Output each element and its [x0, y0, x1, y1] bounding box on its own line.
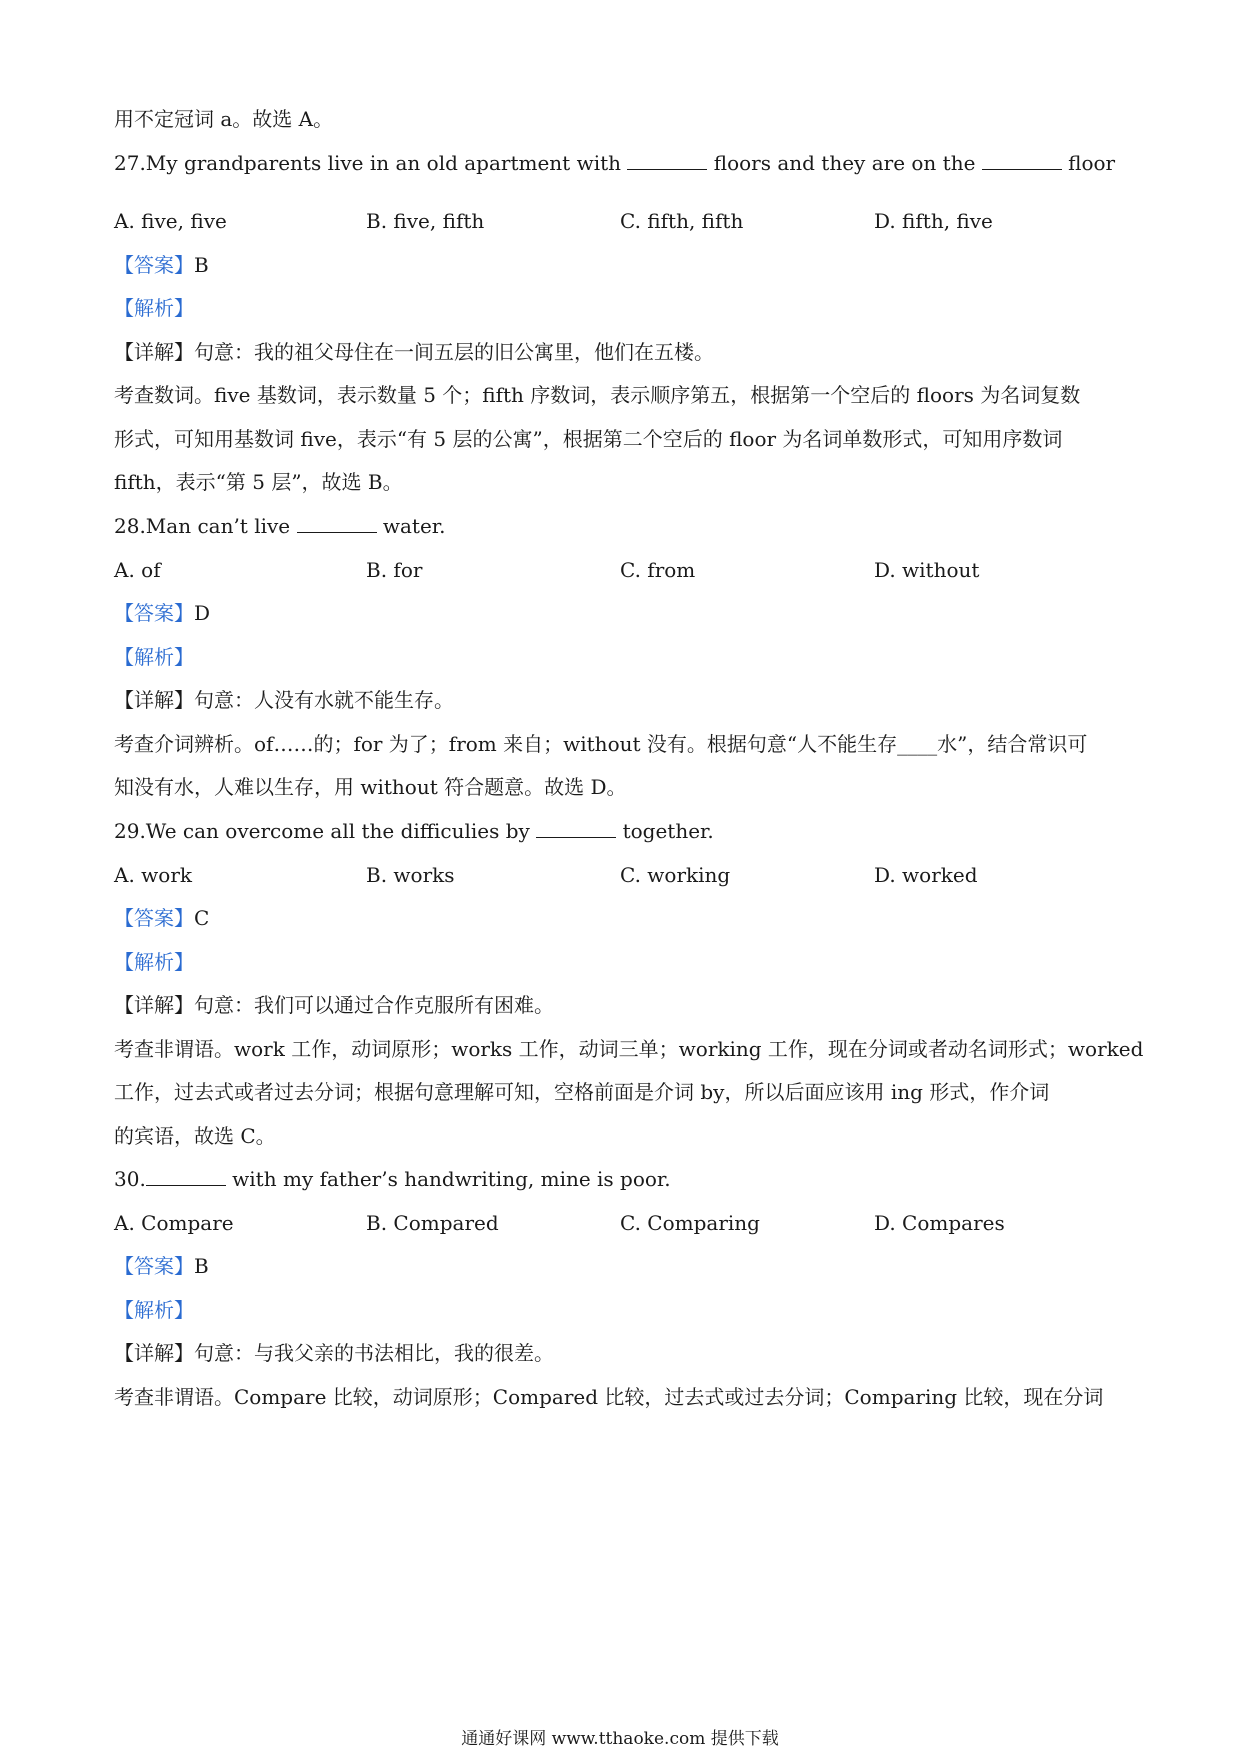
- answer-blank: [536, 819, 616, 838]
- question-30-explain-line: 考查非谓语。Compare 比较，动词原形；Compared 比较，过去式或过去分词；Comparing 比较，现在分词: [114, 1385, 1104, 1409]
- option-a: A. Compare: [114, 1211, 234, 1235]
- option-a: A. five, five: [114, 209, 227, 233]
- question-27-explain-line: fifth，表示“第 5 层”，故选 B。: [114, 470, 403, 494]
- option-d: D. worked: [874, 863, 978, 887]
- question-27-stem: [114, 150, 1134, 176]
- intro-line: 用不定冠词 a。故选 A。: [114, 107, 334, 131]
- question-29-stem: [114, 818, 1134, 844]
- stem-part: with my father’s handwriting, mine is poor.: [225, 1167, 671, 1191]
- stem-part: 27.My grandparents live in an old apartment with: [114, 151, 628, 175]
- question-29-explain-line: 考查非谓语。work 工作，动词原形；works 工作，动词三单；working 工作，现在分词或者动名词形式；worked: [114, 1037, 1144, 1061]
- question-29-options: [114, 862, 1134, 888]
- question-30-stem: [114, 1166, 1134, 1192]
- stem-part: 30.: [114, 1167, 146, 1191]
- stem-part: floor: [1061, 151, 1116, 175]
- detail-tag: 【详解】: [114, 993, 194, 1017]
- option-b: B. five, fifth: [366, 209, 485, 233]
- question-27-answer: [114, 252, 1134, 278]
- stem-part: 28.Man can’t live: [114, 514, 297, 538]
- question-29-answer: [114, 905, 1134, 931]
- answer-tag: 【答案】: [114, 906, 194, 930]
- question-27-explain-line: 考查数词。five 基数词，表示数量 5 个；fifth 序数词，表示顺序第五，根据第一个空后的 floors 为名词复数: [114, 383, 1081, 407]
- option-c: C. working: [620, 863, 731, 887]
- stem-part: floors and they are on the: [707, 151, 982, 175]
- question-28-options: [114, 557, 1134, 583]
- option-a: A. of: [114, 558, 161, 582]
- option-c: C. Comparing: [620, 1211, 760, 1235]
- question-29-analysis: [114, 949, 1134, 975]
- answer-blank: [627, 151, 707, 170]
- question-28-explain-line: 知没有水，人难以生存，用 without 符合题意。故选 D。: [114, 775, 627, 799]
- answer-value: C: [194, 906, 210, 930]
- question-28-detail: [114, 687, 1134, 713]
- option-d: D. Compares: [874, 1211, 1005, 1235]
- question-30-answer: [114, 1253, 1134, 1279]
- option-b: B. for: [366, 558, 423, 582]
- detail-tag: 【详解】: [114, 340, 194, 364]
- question-30-detail: [114, 1340, 1134, 1366]
- answer-tag: 【答案】: [114, 1254, 194, 1278]
- option-b: B. works: [366, 863, 455, 887]
- stem-part: water.: [376, 514, 446, 538]
- answer-blank: [982, 151, 1062, 170]
- page-footer: 通通好课网 www.tthaoke.com 提供下载: [461, 1729, 779, 1749]
- analysis-tag: 【解析】: [114, 296, 194, 320]
- answer-tag: 【答案】: [114, 253, 194, 277]
- question-27-detail: [114, 339, 1134, 365]
- question-28-answer: [114, 600, 1134, 626]
- question-28-stem: [114, 513, 1134, 539]
- detail-tag: 【详解】: [114, 688, 194, 712]
- detail-text: 句意：我的祖父母住在一间五层的旧公寓里，他们在五楼。: [194, 340, 714, 364]
- analysis-tag: 【解析】: [114, 950, 194, 974]
- option-b: B. Compared: [366, 1211, 499, 1235]
- answer-value: B: [194, 253, 209, 277]
- answer-value: B: [194, 1254, 209, 1278]
- option-c: C. fifth, fifth: [620, 209, 744, 233]
- question-27-options: [114, 208, 1134, 234]
- option-d: D. fifth, five: [874, 209, 993, 233]
- stem-part: together.: [616, 819, 714, 843]
- question-27-explain-line: 形式，可知用基数词 five，表示“有 5 层的公寓”，根据第二个空后的 floor 为名词单数形式，可知用序数词: [114, 427, 1063, 451]
- answer-blank: [297, 514, 377, 533]
- question-29-detail: [114, 992, 1134, 1018]
- question-30-options: [114, 1210, 1134, 1236]
- option-d: D. without: [874, 558, 980, 582]
- question-29-explain-line: 的宾语，故选 C。: [114, 1124, 276, 1148]
- question-27-analysis: [114, 295, 1134, 321]
- analysis-tag: 【解析】: [114, 1298, 194, 1322]
- question-29-explain-line: 工作，过去式或者过去分词；根据句意理解可知，空格前面是介词 by，所以后面应该用 ing 形式，作介词: [114, 1080, 1050, 1104]
- detail-text: 句意：人没有水就不能生存。: [194, 688, 454, 712]
- detail-tag: 【详解】: [114, 1341, 194, 1365]
- answer-blank: [146, 1167, 226, 1186]
- question-30-analysis: [114, 1297, 1134, 1323]
- stem-part: 29.We can overcome all the difficulies by: [114, 819, 537, 843]
- detail-text: 句意：与我父亲的书法相比，我的很差。: [194, 1341, 554, 1365]
- option-c: C. from: [620, 558, 696, 582]
- question-28-analysis: [114, 644, 1134, 670]
- option-a: A. work: [114, 863, 192, 887]
- analysis-tag: 【解析】: [114, 645, 194, 669]
- question-28-explain-line: 考查介词辨析。of……的；for 为了；from 来自；without 没有。根据句意“人不能生存____水”，结合常识可: [114, 732, 1088, 756]
- detail-text: 句意：我们可以通过合作克服所有困难。: [194, 993, 554, 1017]
- answer-tag: 【答案】: [114, 601, 194, 625]
- answer-value: D: [194, 601, 211, 625]
